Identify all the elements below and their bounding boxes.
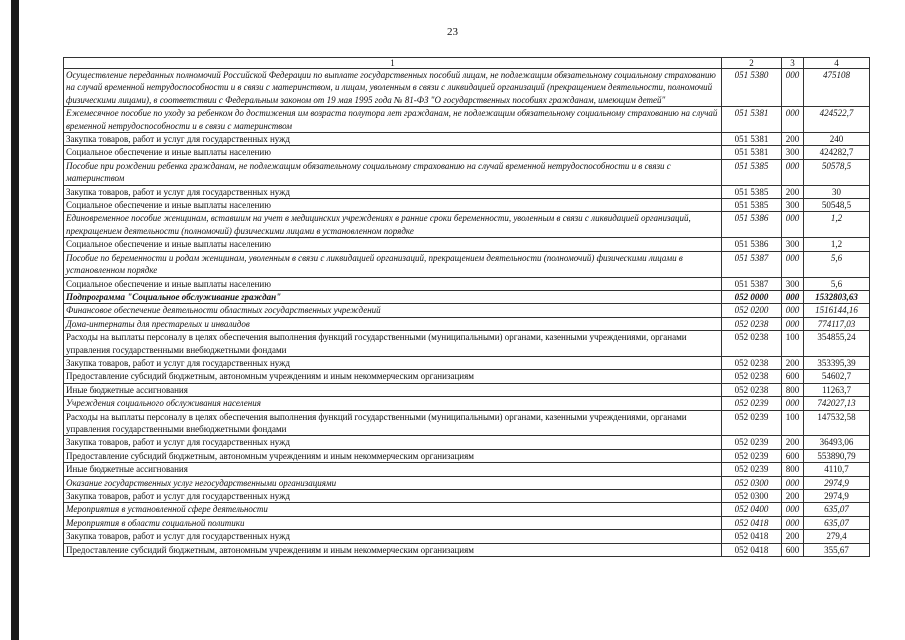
row-code-cell: 052 0238 [722,383,782,396]
row-name-cell: Оказание государственных услуг негосударственными организациями [64,476,722,489]
row-code-cell: 051 5386 [722,238,782,251]
row-name-cell: Финансовое обеспечение деятельности областных государственных учреждений [64,304,722,317]
row-code-cell: 052 0239 [722,410,782,436]
row-name-cell: Мероприятия в установленной сфере деятельности [64,503,722,516]
row-code-cell: 052 0300 [722,476,782,489]
row-name-cell: Единовременное пособие женщинам, вставшим на учет в медицинских учреждениях в ранние сроки беременности, уволенным в связи с ликвидацией организаций, прекращением деятельности (полномочий) физическими лицами в установленном порядке [64,212,722,238]
row-name-cell: Ежемесячное пособие по уходу за ребенком до достижения им возраста полутора лет гражданам, не подлежащим обязательному социальному страхованию на случай временной нетрудоспособности и в связи с материнством [64,107,722,133]
table-row [64,449,870,462]
row-amount-cell: 2974,9 [804,490,870,503]
row-group-cell: 000 [782,304,804,317]
row-amount-cell: 279,4 [804,530,870,543]
row-amount-cell: 424282,7 [804,146,870,159]
table-row [64,212,870,238]
row-amount-cell: 30 [804,185,870,198]
row-amount-cell: 635,07 [804,516,870,529]
header-col-1: 1 [64,58,722,69]
row-name-cell: Закупка товаров, работ и услуг для государственных нужд [64,185,722,198]
row-name-cell: Расходы на выплаты персоналу в целях обеспечения выполнения функций государственными (муниципальными) органами, казенными учреждениями, органами управления государственными внебюджетными фондами [64,410,722,436]
row-group-cell: 100 [782,331,804,357]
row-group-cell: 000 [782,159,804,185]
row-group-cell: 200 [782,436,804,449]
row-code-cell: 051 5385 [722,185,782,198]
table-row [64,370,870,383]
row-name-cell: Мероприятия в области социальной политики [64,516,722,529]
table-row [64,383,870,396]
row-code-cell: 051 5387 [722,251,782,277]
row-amount-cell: 54602,7 [804,370,870,383]
row-code-cell: 052 0238 [722,317,782,330]
row-code-cell: 052 0238 [722,356,782,369]
table-row [64,199,870,212]
row-group-cell: 600 [782,370,804,383]
row-code-cell: 052 0418 [722,530,782,543]
row-code-cell: 051 5385 [722,199,782,212]
row-group-cell: 000 [782,503,804,516]
row-amount-cell: 36493,06 [804,436,870,449]
row-code-cell: 052 0238 [722,370,782,383]
row-amount-cell: 553890,79 [804,449,870,462]
row-group-cell: 300 [782,146,804,159]
row-code-cell: 052 0418 [722,516,782,529]
row-name-cell: Пособие по беременности и родам женщинам, уволенным в связи с ликвидацией организаций, прекращением деятельности (полномочий) физическими лицами в установленном порядке [64,251,722,277]
row-amount-cell: 742027,13 [804,397,870,410]
row-code-cell: 052 0239 [722,436,782,449]
row-group-cell: 200 [782,530,804,543]
row-amount-cell: 774117,03 [804,317,870,330]
table-row [64,410,870,436]
row-amount-cell: 50548,5 [804,199,870,212]
row-amount-cell: 11263,7 [804,383,870,396]
row-code-cell: 052 0200 [722,304,782,317]
row-group-cell: 000 [782,516,804,529]
row-amount-cell: 355,67 [804,543,870,556]
row-code-cell: 052 0239 [722,449,782,462]
row-name-cell: Иные бюджетные ассигнования [64,383,722,396]
table-row [64,238,870,251]
row-name-cell: Закупка товаров, работ и услуг для государственных нужд [64,133,722,146]
table-row [64,543,870,556]
row-group-cell: 300 [782,199,804,212]
row-code-cell: 051 5386 [722,212,782,238]
table-row [64,159,870,185]
row-amount-cell: 353395,39 [804,356,870,369]
row-name-cell: Подпрограмма "Социальное обслуживание граждан" [64,290,722,303]
table-row [64,356,870,369]
row-name-cell: Предоставление субсидий бюджетным, автономным учреждениям и иным некоммерческим организациям [64,370,722,383]
row-code-cell: 051 5380 [722,69,782,107]
row-group-cell: 000 [782,69,804,107]
table-row [64,530,870,543]
table-row [64,69,870,107]
row-group-cell: 000 [782,290,804,303]
row-code-cell: 051 5381 [722,133,782,146]
row-name-cell: Социальное обеспечение и иные выплаты населению [64,146,722,159]
row-group-cell: 300 [782,277,804,290]
row-name-cell: Закупка товаров, работ и услуг для государственных нужд [64,490,722,503]
table-row [64,185,870,198]
table-row [64,331,870,357]
row-group-cell: 200 [782,490,804,503]
row-amount-cell: 1,2 [804,238,870,251]
row-amount-cell: 4110,7 [804,463,870,476]
row-name-cell: Пособие при рождении ребенка гражданам, не подлежащим обязательному социальному страхованию на случай временной нетрудоспособности и в связи с материнством [64,159,722,185]
budget-table-body [64,58,870,557]
row-name-cell: Закупка товаров, работ и услуг для государственных нужд [64,436,722,449]
row-amount-cell: 424522,7 [804,107,870,133]
row-group-cell: 000 [782,251,804,277]
row-name-cell: Дома-интернаты для престарелых и инвалидов [64,317,722,330]
row-amount-cell: 354855,24 [804,331,870,357]
row-group-cell: 600 [782,449,804,462]
table-row [64,277,870,290]
table-row [64,503,870,516]
row-group-cell: 800 [782,463,804,476]
table-row [64,463,870,476]
row-name-cell: Осуществление переданных полномочий Российской Федерации по выплате государственных пособий лицам, не подлежащим обязательному социальному страхованию на случай временной нетрудоспособности и в связи с материнством, и лицам, уволенным в связи с ликвидацией организаций (прекращением деятельности, полномочий физическими лицами), в соответствии с Федеральным законом от 19 мая 1995 года № 81-ФЗ "О государственных пособиях гражданам, имеющим детей" [64,69,722,107]
row-code-cell: 051 5381 [722,146,782,159]
row-amount-cell: 147532,58 [804,410,870,436]
row-amount-cell: 1516144,16 [804,304,870,317]
row-name-cell: Социальное обеспечение и иные выплаты населению [64,277,722,290]
row-code-cell: 052 0239 [722,397,782,410]
row-amount-cell: 635,07 [804,503,870,516]
header-col-3: 3 [782,58,804,69]
header-col-2: 2 [722,58,782,69]
row-code-cell: 052 0239 [722,463,782,476]
row-name-cell: Учреждения социального обслуживания населения [64,397,722,410]
row-code-cell: 051 5387 [722,277,782,290]
row-amount-cell: 1532803,63 [804,290,870,303]
row-amount-cell: 475108 [804,69,870,107]
row-name-cell: Закупка товаров, работ и услуг для государственных нужд [64,356,722,369]
row-amount-cell: 50578,5 [804,159,870,185]
row-code-cell: 052 0400 [722,503,782,516]
row-code-cell: 051 5385 [722,159,782,185]
row-name-cell: Социальное обеспечение и иные выплаты населению [64,199,722,212]
table-row [64,107,870,133]
row-group-cell: 200 [782,133,804,146]
row-code-cell: 052 0300 [722,490,782,503]
row-amount-cell: 1,2 [804,212,870,238]
row-group-cell: 000 [782,317,804,330]
table-row [64,251,870,277]
row-group-cell: 000 [782,212,804,238]
table-header-row [64,58,870,69]
row-amount-cell: 5,6 [804,277,870,290]
row-code-cell: 052 0418 [722,543,782,556]
row-name-cell: Предоставление субсидий бюджетным, автономным учреждениям и иным некоммерческим организациям [64,543,722,556]
row-group-cell: 200 [782,356,804,369]
row-name-cell: Иные бюджетные ассигнования [64,463,722,476]
row-name-cell: Расходы на выплаты персоналу в целях обеспечения выполнения функций государственными (муниципальными) органами, казенными учреждениями, органами управления государственными внебюджетными фондами [64,331,722,357]
row-group-cell: 000 [782,476,804,489]
row-group-cell: 200 [782,185,804,198]
row-name-cell: Социальное обеспечение и иные выплаты населению [64,238,722,251]
row-amount-cell: 240 [804,133,870,146]
table-row [64,133,870,146]
row-name-cell: Предоставление субсидий бюджетным, автономным учреждениям и иным некоммерческим организациям [64,449,722,462]
row-group-cell: 600 [782,543,804,556]
table-row [64,146,870,159]
table-row [64,317,870,330]
table-row [64,397,870,410]
row-amount-cell: 2974,9 [804,476,870,489]
header-col-4: 4 [804,58,870,69]
table-row [64,436,870,449]
row-code-cell: 051 5381 [722,107,782,133]
budget-table [63,57,870,557]
table-row [64,290,870,303]
table-row [64,490,870,503]
row-group-cell: 800 [782,383,804,396]
table-row [64,476,870,489]
row-amount-cell: 5,6 [804,251,870,277]
row-group-cell: 300 [782,238,804,251]
row-code-cell: 052 0000 [722,290,782,303]
scan-edge-bar [11,0,19,640]
row-group-cell: 000 [782,397,804,410]
row-group-cell: 100 [782,410,804,436]
page-number: 23 [447,26,458,38]
row-name-cell: Закупка товаров, работ и услуг для государственных нужд [64,530,722,543]
table-row [64,304,870,317]
table-row [64,516,870,529]
row-group-cell: 000 [782,107,804,133]
row-code-cell: 052 0238 [722,331,782,357]
